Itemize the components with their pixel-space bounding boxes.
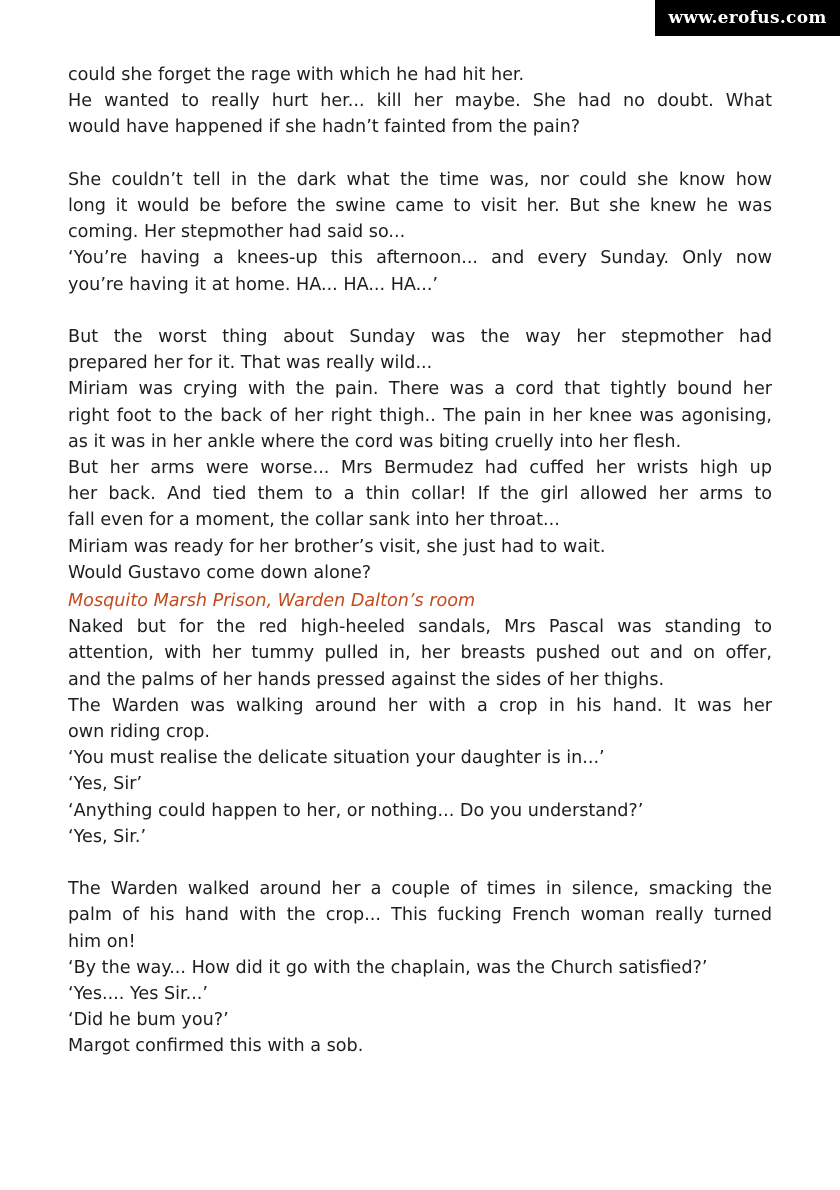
text-line: Miriam was crying with the pain. There was a cord that tightly bound her (68, 379, 772, 400)
text-line: her back. And tied them to a thin collar! If the girl allowed her arms to (68, 484, 772, 505)
text-line: ‘You’re having a knees-up this afternoon... and every Sunday. Only now (68, 248, 772, 269)
text-line: prepared her for it. That was really wild... (68, 353, 433, 374)
paragraph-break (68, 141, 772, 167)
paragraph-break (68, 298, 772, 324)
text-line: Naked but for the red high-heeled sandals, Mrs Pascal was standing to (68, 617, 772, 638)
text-line: would have happened if she hadn’t fainted from the pain? (68, 117, 581, 138)
text-line: could she forget the rage with which he had hit her. (68, 65, 525, 85)
narrative-section-2 (68, 614, 772, 1059)
text-line: long it would be before the swine came to visit her. But she knew he was (68, 196, 772, 216)
text-line: ‘By the way... How did it go with the chaplain, was the Church satisfied?’ (68, 957, 708, 978)
text-line: and the palms of her hands pressed against the sides of her thighs. (68, 669, 665, 690)
text-line: Margot confirmed this with a sob. (68, 1036, 364, 1057)
text-line: attention, with her tummy pulled in, her breasts pushed out and on offer, (68, 643, 772, 664)
text-line: Miriam was ready for her brother’s visit, she just had to wait. (68, 536, 606, 557)
text-line: The Warden walked around her a couple of times in silence, smacking the (68, 879, 772, 900)
text-line: ‘Yes.... Yes Sir...’ (68, 984, 208, 1005)
text-line: Would Gustavo come down alone? (68, 562, 372, 583)
text-line: him on! (68, 931, 136, 952)
text-line: fall even for a moment, the collar sank into her throat... (68, 510, 560, 531)
text-line: right foot to the back of her right thigh.. The pain in her knee was agonising, (68, 405, 772, 426)
text-line: coming. Her stepmother had said so... (68, 222, 406, 243)
paragraph-break (68, 850, 772, 876)
text-line: own riding crop. (68, 722, 211, 743)
text-line: you’re having it at home. HA... HA... HA...’ (68, 274, 439, 295)
text-line: But the worst thing about Sunday was the way her stepmother had (68, 327, 772, 347)
text-line: ‘Yes, Sir’ (68, 774, 143, 795)
text-line: ‘You must realise the delicate situation your daughter is in...’ (68, 748, 605, 769)
text-line: ‘Yes, Sir.’ (68, 826, 147, 847)
text-line: as it was in her ankle where the cord was biting cruelly into her flesh. (68, 431, 682, 452)
text-line: ‘Anything could happen to her, or nothing... Do you understand?’ (68, 800, 644, 821)
text-line: He wanted to really hurt her... kill her maybe. She had no doubt. What (68, 91, 772, 112)
narrative-section-1 (68, 62, 772, 586)
text-line: The Warden was walking around her with a crop in his hand. It was her (68, 695, 772, 716)
section-heading: Mosquito Marsh Prison, Warden Dalton’s room (68, 591, 476, 612)
text-line: But her arms were worse... Mrs Bermudez had cuffed her wrists high up (68, 458, 772, 479)
text-line: palm of his hand with the crop... This fucking French woman really turned (68, 905, 772, 926)
page-content (68, 62, 772, 1060)
site-watermark: www.erofus.com (655, 0, 840, 36)
text-line: ‘Did he bum you?’ (68, 1010, 229, 1031)
text-line: She couldn’t tell in the dark what the time was, nor could she know how (68, 169, 772, 190)
